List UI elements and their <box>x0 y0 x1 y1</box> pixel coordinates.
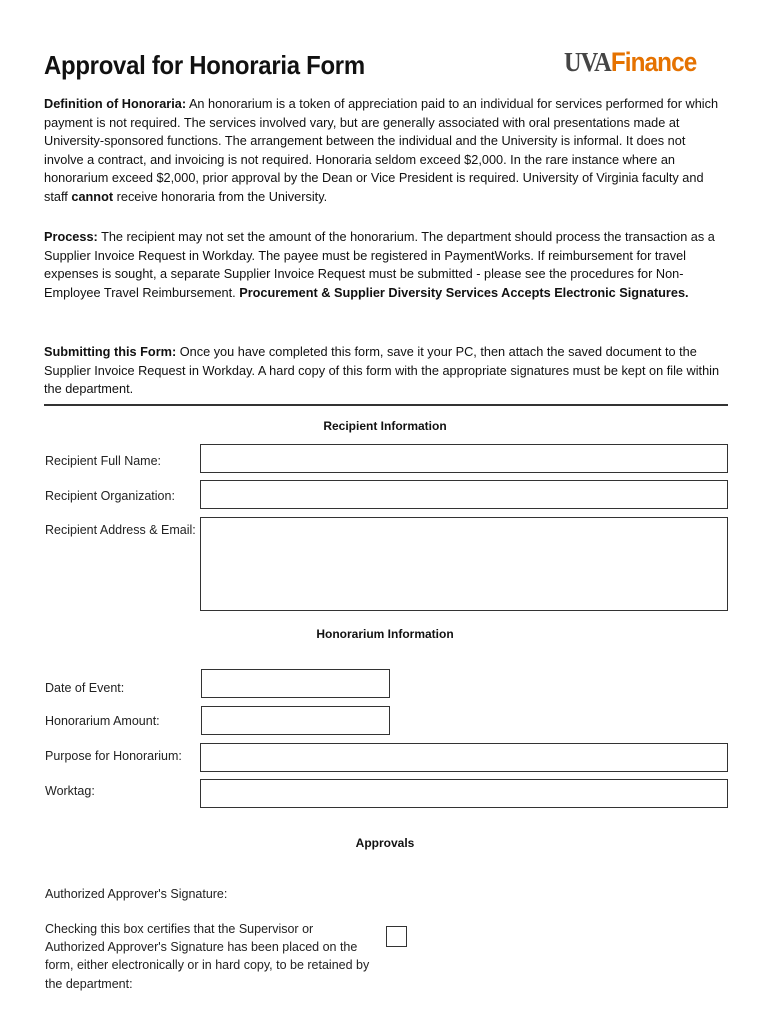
definition-text: An honorarium is a token of appreciation paid to an individual for services performed for which payment is not required. The services involved vary, but are generally associated with oral presentations made at University-sponsored functions. The arrangement between the individual and the University is informal. It does not involve a contract, and invoicing is not required. Honoraria seldom exceed $2,000. In the rare instance where an honorarium exceed $2,000, prior approval by the Dean or Vice President is required. University of Virginia faculty and staff <box>44 96 719 204</box>
process-label: Process: <box>44 229 98 244</box>
submitting-text: Once you have completed this form, save it your PC, then attach the saved document to the Supplier Invoice Request in Workday. A hard copy of this form with the appropriate signatures must be kept on file within the department. <box>44 344 720 397</box>
recipient-section-heading: Recipient Information <box>323 419 447 433</box>
approvals-section-heading: Approvals <box>355 836 415 850</box>
worktag-input[interactable] <box>201 780 727 807</box>
honorarium-amount-field-box <box>201 706 390 735</box>
page-title: Approval for Honoraria Form <box>44 50 365 80</box>
date-of-event-input[interactable] <box>202 670 389 697</box>
purpose-input[interactable] <box>201 744 727 771</box>
worktag-label: Worktag: <box>45 784 95 798</box>
process-emphasis: Procurement & Supplier Diversity Services Accepts Electronic Signatures. <box>239 284 689 300</box>
recipient-address-email-label: Recipient Address & Email: <box>45 523 196 537</box>
recipient-full-name-field-box <box>200 444 728 473</box>
recipient-address-email-textarea[interactable] <box>201 518 727 610</box>
date-of-event-field-box <box>201 669 390 698</box>
certify-checkbox[interactable] <box>386 926 407 947</box>
recipient-full-name-label: Recipient Full Name: <box>45 454 162 468</box>
purpose-label: Purpose for Honorarium: <box>45 749 182 763</box>
definition-paragraph <box>44 95 720 207</box>
recipient-organization-field-box <box>200 480 728 509</box>
approver-signature-label: Authorized Approver's Signature: <box>45 887 228 901</box>
definition-emphasis: cannot <box>71 188 114 204</box>
recipient-address-email-field-box <box>200 517 728 611</box>
submitting-label: Submitting this Form: <box>44 344 177 359</box>
definition-text-end: receive honoraria from the University. <box>113 188 328 204</box>
logo-uva-text: UVA <box>564 47 611 77</box>
honorarium-section-heading: Honorarium Information <box>316 627 454 641</box>
recipient-organization-input[interactable] <box>201 481 727 508</box>
process-paragraph <box>44 228 720 302</box>
honorarium-amount-input[interactable] <box>202 707 389 734</box>
certify-text: Checking this box certifies that the Supervisor or Authorized Approver's Signature has been placed on the form, either electronically or in hard copy, to be retained by the department: <box>45 922 370 991</box>
recipient-organization-label: Recipient Organization: <box>45 489 175 503</box>
logo-finance-text: Finance <box>610 47 697 77</box>
recipient-full-name-input[interactable] <box>201 445 727 472</box>
purpose-field-box <box>200 743 728 772</box>
uva-finance-logo <box>564 47 696 78</box>
section-divider <box>44 404 728 406</box>
date-of-event-label: Date of Event: <box>45 681 125 695</box>
honorarium-amount-label: Honorarium Amount: <box>45 714 160 728</box>
process-text: The recipient may not set the amount of the honorarium. The department should process the transaction as a Supplier Invoice Request in Workday. The payee must be registered in PaymentWorks. If reimbursement for travel expenses is sought, a separate Supplier Invoice Request must be submitted - please see the procedures for Non-Employee Travel Reimbursement. <box>44 229 715 300</box>
submitting-paragraph <box>44 343 720 399</box>
worktag-field-box <box>200 779 728 808</box>
definition-label: Definition of Honoraria: <box>44 96 187 111</box>
